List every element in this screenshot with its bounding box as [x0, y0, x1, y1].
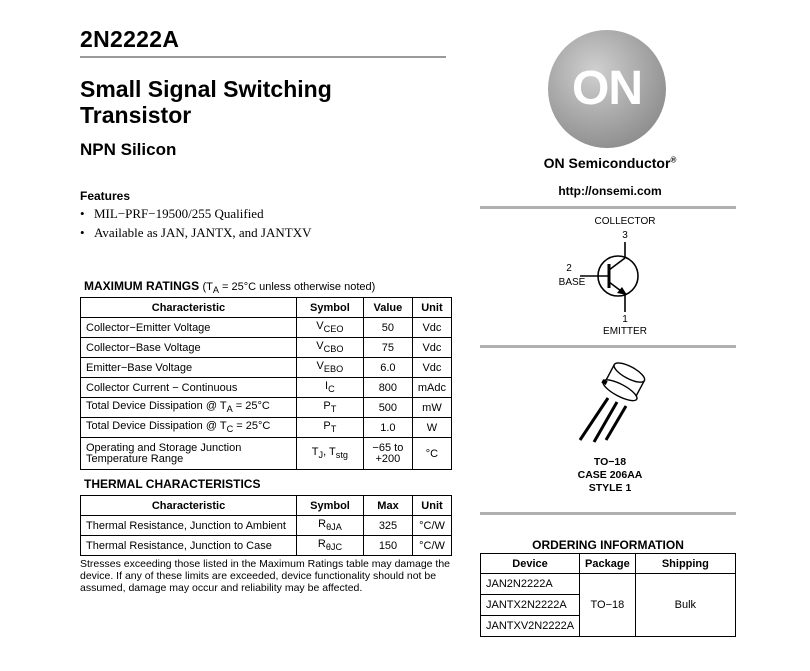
divider — [480, 206, 736, 209]
table-row: JAN2N2222A TO−18 Bulk — [481, 574, 736, 595]
ordering-table — [480, 553, 736, 637]
table-row: Collector Current − Continuous $I_C$ 800 mAdc — [81, 378, 452, 398]
feature-item: • Available as JAN, JANTX, and JANTXV — [80, 225, 312, 240]
title-line-1: Small Signal Switching — [80, 76, 332, 102]
thermal-table — [80, 495, 452, 556]
base-label: BASE — [558, 277, 586, 288]
npn-transistor-symbol-icon — [575, 240, 655, 318]
base-pin: 2 — [566, 263, 572, 274]
max-ratings-table — [80, 297, 452, 470]
bullet-icon: • — [80, 225, 85, 240]
package-style: STYLE 1 — [588, 482, 632, 494]
table-header-row — [81, 496, 452, 516]
package-case: CASE 206AA — [577, 469, 643, 481]
table-row: JANTXV2N2222A — [481, 616, 736, 637]
table-row: Collector−Base Voltage $V_{CBO}$ 75 Vdc — [81, 338, 452, 358]
divider — [480, 512, 736, 515]
emitter-pin: 1 — [622, 314, 628, 325]
table-row: Total Device Dissipation @ $T_C = 25^\circ C$ $P_T$ 1.0 W — [81, 418, 452, 438]
table-header-row — [481, 554, 736, 574]
column-header: Package — [580, 554, 636, 574]
column-header: Characteristic — [81, 496, 297, 516]
feature-item: • MIL−PRF−19500/255 Qualified — [80, 206, 264, 221]
collector-pin: 3 — [622, 230, 628, 241]
package-name: TO−18 — [593, 456, 627, 468]
page-title — [80, 76, 440, 128]
column-header: Unit — [412, 298, 451, 318]
table-row: JANTX2N2222A — [481, 595, 736, 616]
brand-name: ON Semiconductor® — [543, 155, 677, 171]
on-logo: ON — [548, 30, 666, 148]
column-header: Symbol — [297, 496, 364, 516]
column-header: Device — [481, 554, 580, 574]
table-row: Collector−Emitter Voltage $V_{CEO}$ 50 Vdc — [81, 318, 452, 338]
column-header: Symbol — [296, 298, 363, 318]
brand-url[interactable]: http://onsemi.com — [558, 184, 662, 198]
column-header: Value — [363, 298, 412, 318]
part-number: 2N2222A — [80, 26, 180, 52]
table-row: Thermal Resistance, Junction to Ambient $R_{\theta JA}$ 325 °C/W — [81, 516, 452, 536]
column-header: Characteristic — [81, 298, 297, 318]
column-header: Unit — [413, 496, 452, 516]
table-row: Thermal Resistance, Junction to Case $R_{\theta JC}$ 150 °C/W — [81, 536, 452, 556]
table-row: Operating and Storage Junction Temperature Range $T_J$, $T_{stg}$ −65 to +200 °C — [81, 438, 452, 470]
subtitle: NPN Silicon — [80, 140, 177, 159]
bullet-icon: • — [80, 206, 85, 221]
table-header-row — [81, 298, 452, 318]
footnote: Stresses exceeding those listed in the Maximum Ratings table may damage the device. If any of these limits are exceeded, device functionality should not be assumed, damage may occur and reliability may be affected. — [80, 558, 451, 594]
collector-label: COLLECTOR — [594, 216, 656, 227]
divider — [480, 345, 736, 348]
to18-package-icon — [570, 360, 660, 445]
max-ratings-heading: MAXIMUM RATINGS ($T_A = 25^\circ C$ unless otherwise noted) — [84, 279, 376, 296]
ordering-heading: ORDERING INFORMATION — [532, 538, 684, 552]
thermal-heading: THERMAL CHARACTERISTICS — [84, 477, 261, 491]
title-line-2: Transistor — [80, 102, 192, 128]
emitter-label: EMITTER — [603, 326, 647, 337]
table-row: Emitter−Base Voltage $V_{EBO}$ 6.0 Vdc — [81, 358, 452, 378]
column-header: Max — [364, 496, 413, 516]
features-heading: Features — [80, 189, 131, 203]
column-header: Shipping — [635, 554, 735, 574]
header-rule — [80, 56, 446, 58]
table-row: Total Device Dissipation @ $T_A = 25^\circ C$ $P_T$ 500 mW — [81, 398, 452, 418]
